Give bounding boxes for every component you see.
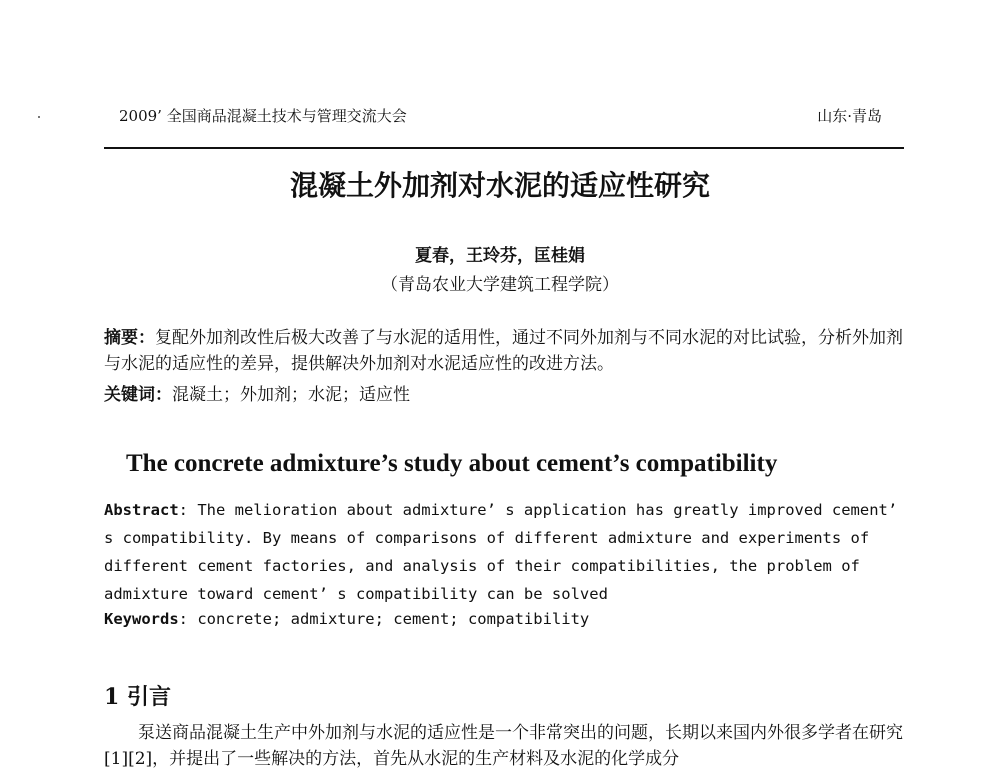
section-body-text: 泵送商品混凝土生产中外加剂与水泥的适应性是一个非常突出的问题，长期以来国内外很多学者在研究[1][2]，并提出了一些解决的方法，首先从水泥的生产材料及水泥的化学成分 [104, 723, 903, 769]
keywords-cn-text: 混凝土；外加剂；水泥；适应性 [172, 385, 410, 405]
keywords-cn-label: 关键词： [104, 385, 172, 405]
conference-header: 2009’ 全国商品混凝土技术与管理交流大会 [119, 107, 407, 125]
location-header: 山东·青岛 [817, 107, 882, 125]
abstract-en-text: : The melioration about admixture’ s application has greatly improved cement’ s compatibility. By means of comparisons of different admixture and experiments of different cement factories, and analysis of their compatibilities, the problem of admixture toward cement’ s compatibility can be solved [104, 501, 898, 603]
keywords-cn [104, 382, 904, 408]
paper-title-cn: 混凝土外加剂对水泥的适应性研究 [289, 169, 710, 202]
keywords-en-label: Keywords [104, 610, 179, 628]
keywords-en-text: : concrete; admixture; cement; compatibility [178, 610, 590, 628]
abstract-cn-text: 复配外加剂改性后极大改善了与水泥的适用性，通过不同外加剂与不同水泥的对比试验，分析外加剂与水泥的适应性的差异，提供解决外加剂对水泥适应性的改进方法。 [104, 328, 903, 374]
scan-speck [38, 116, 40, 118]
paper-title-en: The concrete admixture’s study about cement’s compatibility [126, 450, 778, 477]
header-rule [104, 147, 904, 149]
affiliation: （青岛农业大学建筑工程学院） [381, 275, 619, 295]
authors: 夏春，王玲芬，匡桂娟 [415, 246, 585, 266]
section-heading: 1 引言 [104, 684, 171, 710]
abstract-cn [104, 325, 904, 377]
abstract-cn-label: 摘要： [104, 328, 155, 348]
abstract-en [104, 496, 904, 608]
abstract-en-label: Abstract [104, 501, 179, 519]
keywords-en [104, 610, 904, 628]
